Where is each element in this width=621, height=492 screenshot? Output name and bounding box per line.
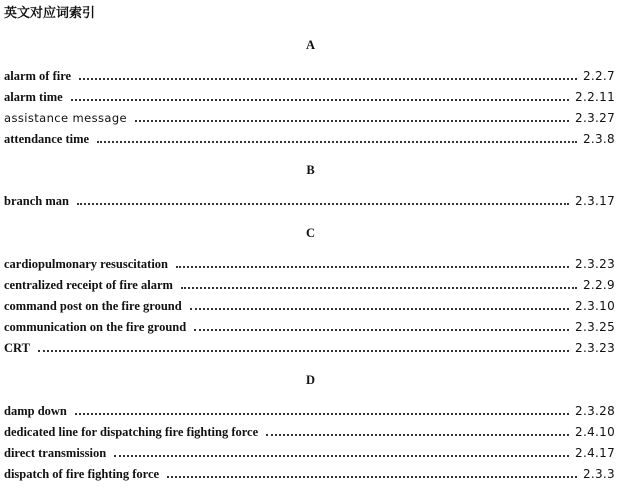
entry-ref: 2.2.11	[575, 90, 615, 104]
index-entry	[4, 338, 615, 356]
index-entry	[4, 296, 615, 314]
dot-leader	[71, 99, 569, 101]
dot-leader	[266, 434, 569, 436]
index-entry	[4, 254, 615, 272]
index-entry	[4, 464, 615, 482]
dot-leader	[176, 266, 569, 268]
entry-term: direct transmission	[4, 446, 107, 460]
section-letter-d: D	[305, 373, 316, 387]
index-entry	[4, 87, 615, 105]
index-entry	[4, 66, 615, 84]
entry-term: centralized receipt of fire alarm	[4, 278, 173, 292]
index-entry	[4, 275, 615, 293]
entry-term: branch man	[4, 194, 69, 208]
entry-ref: 2.3.23	[575, 341, 615, 355]
entry-ref: 2.3.8	[582, 132, 615, 146]
entry-ref: 2.4.17	[575, 446, 615, 460]
entry-term: cardiopulmonary resuscitation	[4, 257, 169, 271]
dot-leader	[135, 120, 569, 122]
index-entry	[4, 191, 615, 209]
dot-leader	[97, 141, 577, 143]
dot-leader	[79, 78, 577, 80]
dot-leader	[167, 476, 577, 478]
index-entry	[4, 401, 615, 419]
index-entry	[4, 129, 615, 147]
dot-leader	[75, 413, 569, 415]
entry-term: dispatch of fire fighting force	[4, 467, 160, 481]
index-entry	[4, 422, 615, 440]
section-letter-b: B	[306, 163, 315, 177]
entry-ref: 2.2.7	[582, 69, 615, 83]
dot-leader	[114, 455, 569, 457]
entry-term: assistance message	[4, 111, 127, 125]
dot-leader	[181, 287, 577, 289]
section-letter-a: A	[305, 38, 316, 52]
entry-ref: 2.3.17	[575, 194, 615, 208]
dot-leader	[190, 308, 569, 310]
entry-ref: 2.2.9	[582, 278, 615, 292]
entry-ref: 2.3.25	[575, 320, 615, 334]
entry-ref: 2.3.10	[575, 299, 615, 313]
index-entry	[4, 443, 615, 461]
entry-term: communication on the fire ground	[4, 320, 187, 334]
dot-leader	[77, 203, 569, 205]
entry-term: attendance time	[4, 132, 90, 146]
entry-term: dedicated line for dispatching fire fighting force	[4, 425, 259, 439]
dot-leader	[194, 329, 569, 331]
entry-ref: 2.3.3	[582, 467, 615, 481]
entry-term: alarm of fire	[4, 69, 72, 83]
entry-ref: 2.4.10	[575, 425, 615, 439]
entry-term: command post on the fire ground	[4, 299, 182, 313]
page-title: 英文对应词索引	[4, 6, 96, 21]
entry-term: CRT	[4, 341, 30, 355]
entry-term: damp down	[4, 404, 67, 418]
entry-ref: 2.3.27	[575, 111, 615, 125]
section-letter-c: C	[305, 226, 316, 240]
entry-term: alarm time	[4, 90, 63, 104]
entry-ref: 2.3.23	[575, 257, 615, 271]
dot-leader	[38, 350, 569, 352]
entry-ref: 2.3.28	[575, 404, 615, 418]
index-entry	[4, 108, 615, 126]
index-entry	[4, 317, 615, 335]
